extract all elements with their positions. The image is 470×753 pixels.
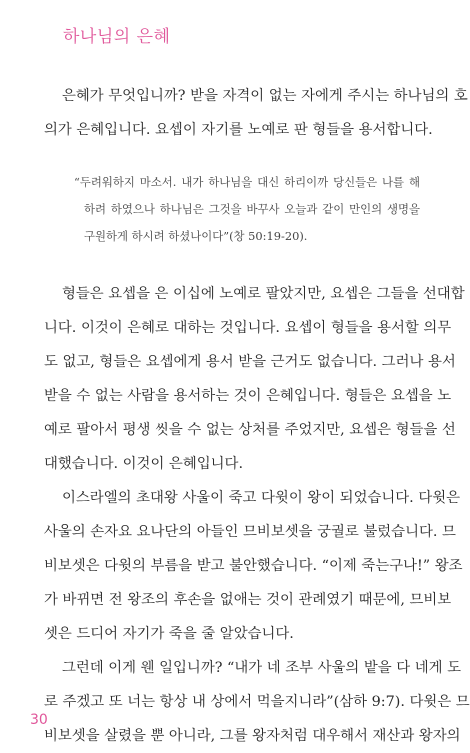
text-line: 로 주겠고 또 너는 항상 내 상에서 먹을지니라”(삼하 9:7). 다윗은 므 — [44, 694, 470, 710]
chapter-title: 하나님의 은혜 — [63, 27, 171, 47]
text-line: 비보셋을 살렸을 뿐 아니라, 그를 왕자처럼 대우해서 재산과 왕자의 — [44, 728, 461, 744]
quote-line: 구원하게 하시려 하셨나이다”(창 50:19-20). — [84, 229, 308, 243]
intro-paragraph — [44, 79, 468, 147]
text-line: 셋은 드디어 자기가 죽을 줄 알았습니다. — [44, 626, 294, 642]
text-line: 받을 수 없는 사람을 용서하는 것이 은혜입니다. 형들은 요셉을 노 — [44, 388, 452, 404]
page-number: 30 — [30, 712, 48, 728]
body-paragraphs — [44, 277, 470, 753]
text-line: 의가 은혜입니다. 요셉이 자기를 노예로 판 형들을 용서합니다. — [44, 122, 433, 138]
text-line: 니다. 이것이 은혜로 대하는 것입니다. 요셉이 형들을 용서할 의무 — [44, 320, 452, 336]
text-line: 대했습니다. 이것이 은혜입니다. — [44, 456, 244, 472]
text-line: 형들은 요셉을 은 이십에 노예로 팔았지만, 요셉은 그들을 선대합 — [62, 286, 465, 302]
text-line: 사울의 손자요 요나단의 아들인 므비보셋을 궁궐로 불렀습니다. 므 — [44, 524, 456, 540]
quote-line: 하려 하였으나 하나님은 그것을 바꾸사 오늘과 같이 만인의 생명을 — [84, 202, 420, 216]
scripture-quote — [74, 169, 420, 250]
text-line: 예로 팔아서 평생 씻을 수 없는 상처를 주었지만, 요셉은 형들을 선 — [44, 422, 456, 438]
text-line: 은혜가 무엇입니까? 받을 자격이 없는 자에게 주시는 하나님의 호 — [62, 88, 468, 104]
text-line: 도 없고, 형들은 요셉에게 용서 받을 근거도 없습니다. 그러나 용서 — [44, 354, 456, 370]
text-line: 가 바뀌면 전 왕조의 후손을 없애는 것이 관례였기 때문에, 므비보 — [44, 592, 452, 608]
text-line: 이스라엘의 초대왕 사울이 죽고 다윗이 왕이 되었습니다. 다윗은 — [62, 490, 461, 506]
text-line: 그런데 이게 웬 일입니까? “내가 네 조부 사울의 밭을 다 네게 도 — [62, 660, 462, 676]
text-line: 비보셋은 다윗의 부름을 받고 불안했습니다. “이제 죽는구나!” 왕조 — [44, 558, 463, 574]
quote-line: “두려워하지 마소서. 내가 하나님을 대신 하리이까 당신들은 나를 해 — [74, 175, 420, 189]
